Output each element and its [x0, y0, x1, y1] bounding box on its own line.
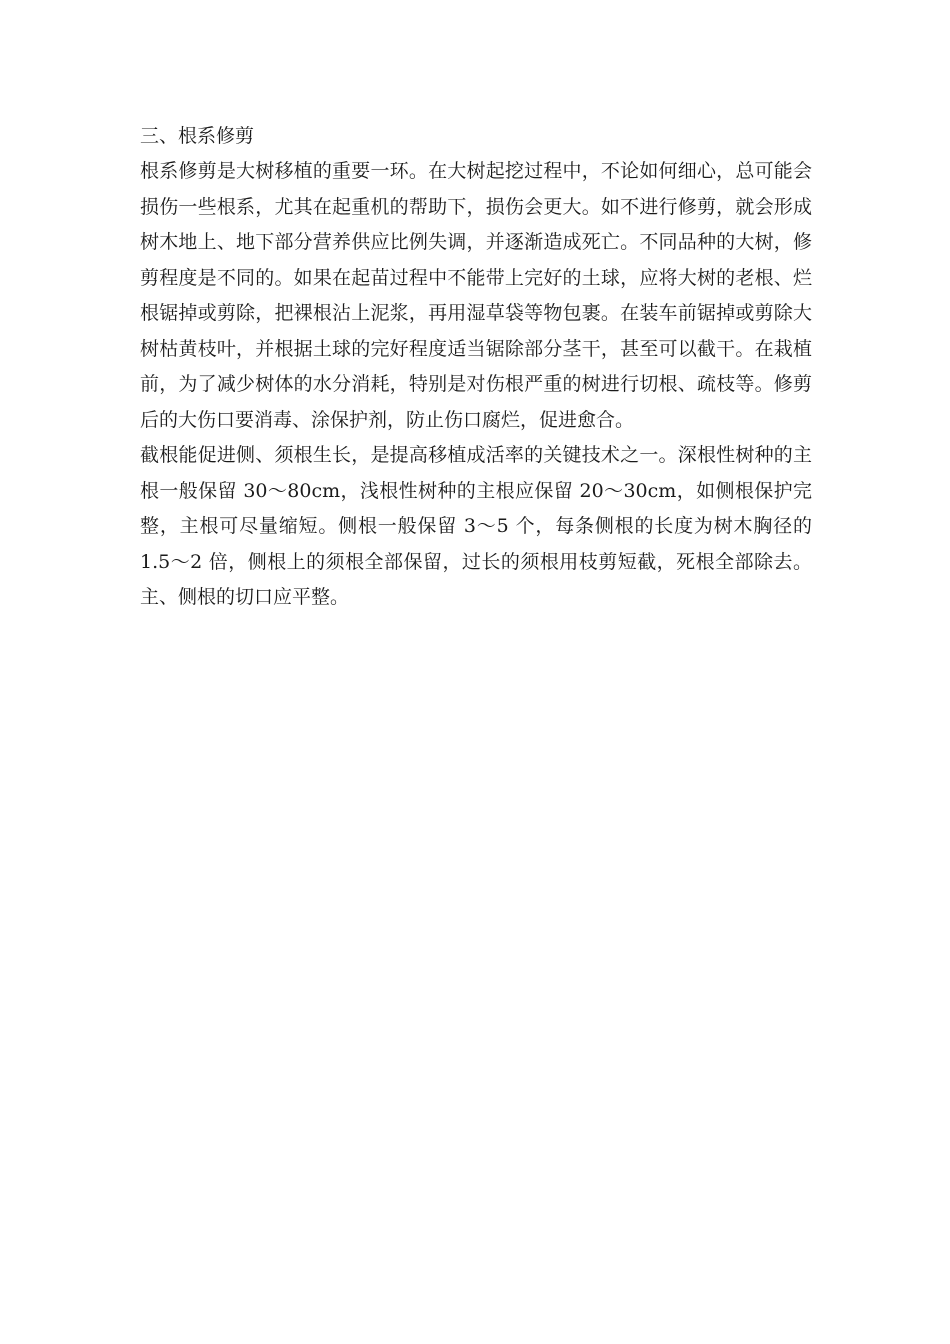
section-heading: 三、根系修剪	[140, 125, 255, 147]
document-body	[140, 118, 812, 616]
paragraph-root-pruning: 根系修剪是大树移植的重要一环。在大树起挖过程中，不论如何细心，总可能会损伤一些根系，尤其在起重机的帮助下，损伤会更大。如不进行修剪，就会形成树木地上、地下部分营养供应比例失调，并逐渐造成死亡。不同品种的大树，修剪程度是不同的。如果在起苗过程中不能带上完好的土球，应将大树的老根、烂根锯掉或剪除，把裸根沾上泥浆，再用湿草袋等物包裹。在装车前锯掉或剪除大树枯黄枝叶，并根据土球的完好程度适当锯除部分茎干，甚至可以截干。在栽植前，为了减少树体的水分消耗，特别是对伤根严重的树进行切根、疏枝等。修剪后的大伤口要消毒、涂保护剂，防止伤口腐烂，促进愈合。	[140, 160, 812, 431]
paragraph-root-cutting: 截根能促进侧、须根生长，是提高移植成活率的关键技术之一。深根性树种的主根一般保留 30～80cm，浅根性树种的主根应保留 20～30cm，如侧根保护完整，主根可尽量缩短。侧根一般保留 3～5 个，每条侧根的长度为树木胸径的 1.5～2 倍，侧根上的须根全部保留，过长的须根用枝剪短截，死根全部除去。主、侧根的切口应平整。	[140, 444, 812, 608]
